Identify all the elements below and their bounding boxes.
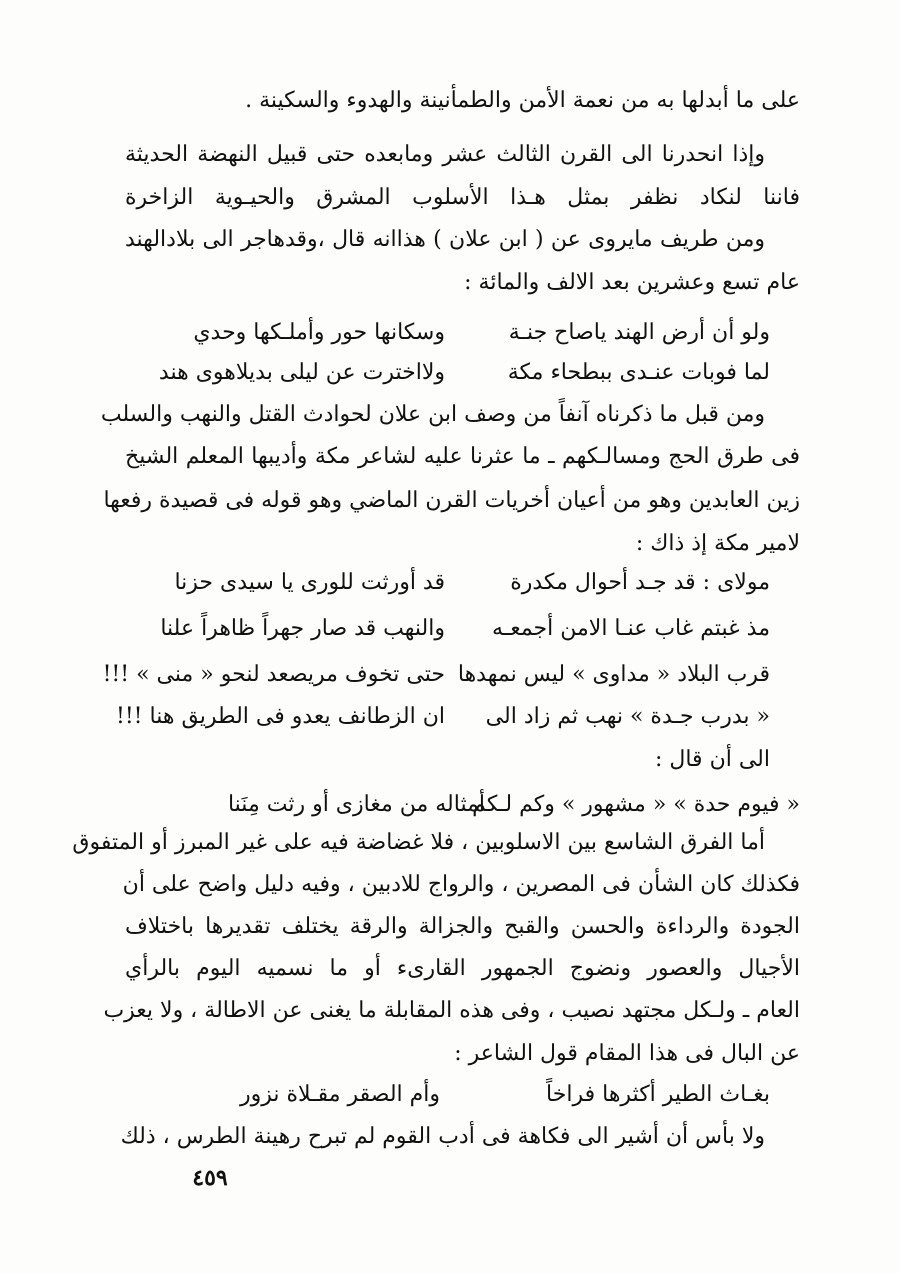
verse-right-hemistich: لما فوبات عنـدى ببطحاء مكة <box>507 360 770 385</box>
text-line: ولا بأس أن أشير الى فكاهة فى أدب القوم لم تبرح رهينة الطرس ، ذلك <box>120 1124 765 1149</box>
verse-left-hemistich: والنهب قد صار جهراً ظاهراً علنا <box>160 616 445 641</box>
verse-right-hemistich: ولو أن أرض الهند ياصاح جنـة <box>508 320 770 345</box>
text-line: ومن طريف مايروى عن ( ابن علان ) هذاانه قال ،وقدهاجر الى بلادالهند <box>125 227 765 252</box>
text-line: فاننا لنكاد نظفر بمثل هـذا الأسلوب المشرق والحيـوية الزاخرة <box>125 185 800 210</box>
verse-left-hemistich: حتى تخوف مريصعد لنحو « منى » !!! <box>102 662 445 687</box>
text-line: ومن قبل ما ذكرناه آنفاً من وصف ابن علان لحوادث القتل والنهب والسلب <box>100 402 765 427</box>
verse-right-hemistich: « بدرب جـدة » نهب ثم زاد الى <box>485 704 770 729</box>
text-line: الأجيال والعصور ونضوج الجمهور القارىء أو ما نسميه اليوم بالرأي <box>125 956 800 981</box>
text-line: الجودة والرداءة والحسن والقبح والجزالة والرقة يختلف تقديرها باختلاف <box>125 914 800 939</box>
page-number: ٤٥٩ <box>192 1165 228 1191</box>
text-line: زين العابدين وهو من أعيان أخريات القرن الماضي وهو قوله فى قصيدة رفعها <box>103 488 800 513</box>
verse-right-hemistich: « فيوم حدة » « مشهور » وكم لـكم <box>472 792 800 817</box>
text-line: الى أن قال : <box>654 747 770 772</box>
verse-right-hemistich: بغـاث الطير أكثرها فراخاً <box>546 1082 770 1107</box>
verse-right-hemistich: مذ غبتم غاب عنـا الامن أجمعـه <box>491 616 770 641</box>
text-line: فى طرق الحج ومسالـكهم ـ ما عثرنا عليه لشاعر مكة وأديبها المعلم الشيخ <box>125 444 800 469</box>
verse-left-hemistich: أمثاله من مغازى أو رثت مِنَنا <box>227 792 485 817</box>
text-line: على ما أبدلها به من نعمة الأمن والطمأنينة والهدوء والسكينة . <box>245 88 800 113</box>
verse-left-hemistich: وأم الصقر مقـلاة نزور <box>239 1082 440 1107</box>
text-line: عام تسع وعشرين بعد الالف والمائة : <box>464 270 800 295</box>
verse-left-hemistich: ان الزطانف يعدو فى الطريق هنا !!! <box>116 704 445 729</box>
text-line: فكذلك كان الشأن فى المصرين ، والرواج للادبين ، وفيه دليل واضح على أن <box>122 872 800 897</box>
verse-left-hemistich: وسكانها حور وأملـكها وحدي <box>193 320 445 345</box>
text-line: لامير مكة إذ ذاك : <box>635 531 800 556</box>
text-line: وإذا انحدرنا الى القرن الثالث عشر ومابعده حتى قبيل النهضة الحديثة <box>125 142 765 167</box>
verse-left-hemistich: قد أورثت للورى يا سيدى حزنا <box>174 570 445 595</box>
verse-right-hemistich: مولاى : قد جـد أحوال مكدرة <box>510 570 770 595</box>
text-line: العام ـ ولـكل مجتهد نصيب ، وفى هذه المقابلة ما يغنى عن الاطالة ، ولا يعزب <box>103 998 800 1023</box>
verse-right-hemistich: قرب البلاد « مداوى » ليس نمهدها <box>457 662 770 687</box>
text-line: أما الفرق الشاسع بين الاسلوبين ، فلا غضاضة فيه على غير المبرز أو المتفوق <box>72 830 765 855</box>
verse-left-hemistich: ولااخترت عن ليلى بديلاهوى هند <box>158 360 445 385</box>
text-line: عن البال فى هذا المقام قول الشاعر : <box>454 1041 800 1066</box>
